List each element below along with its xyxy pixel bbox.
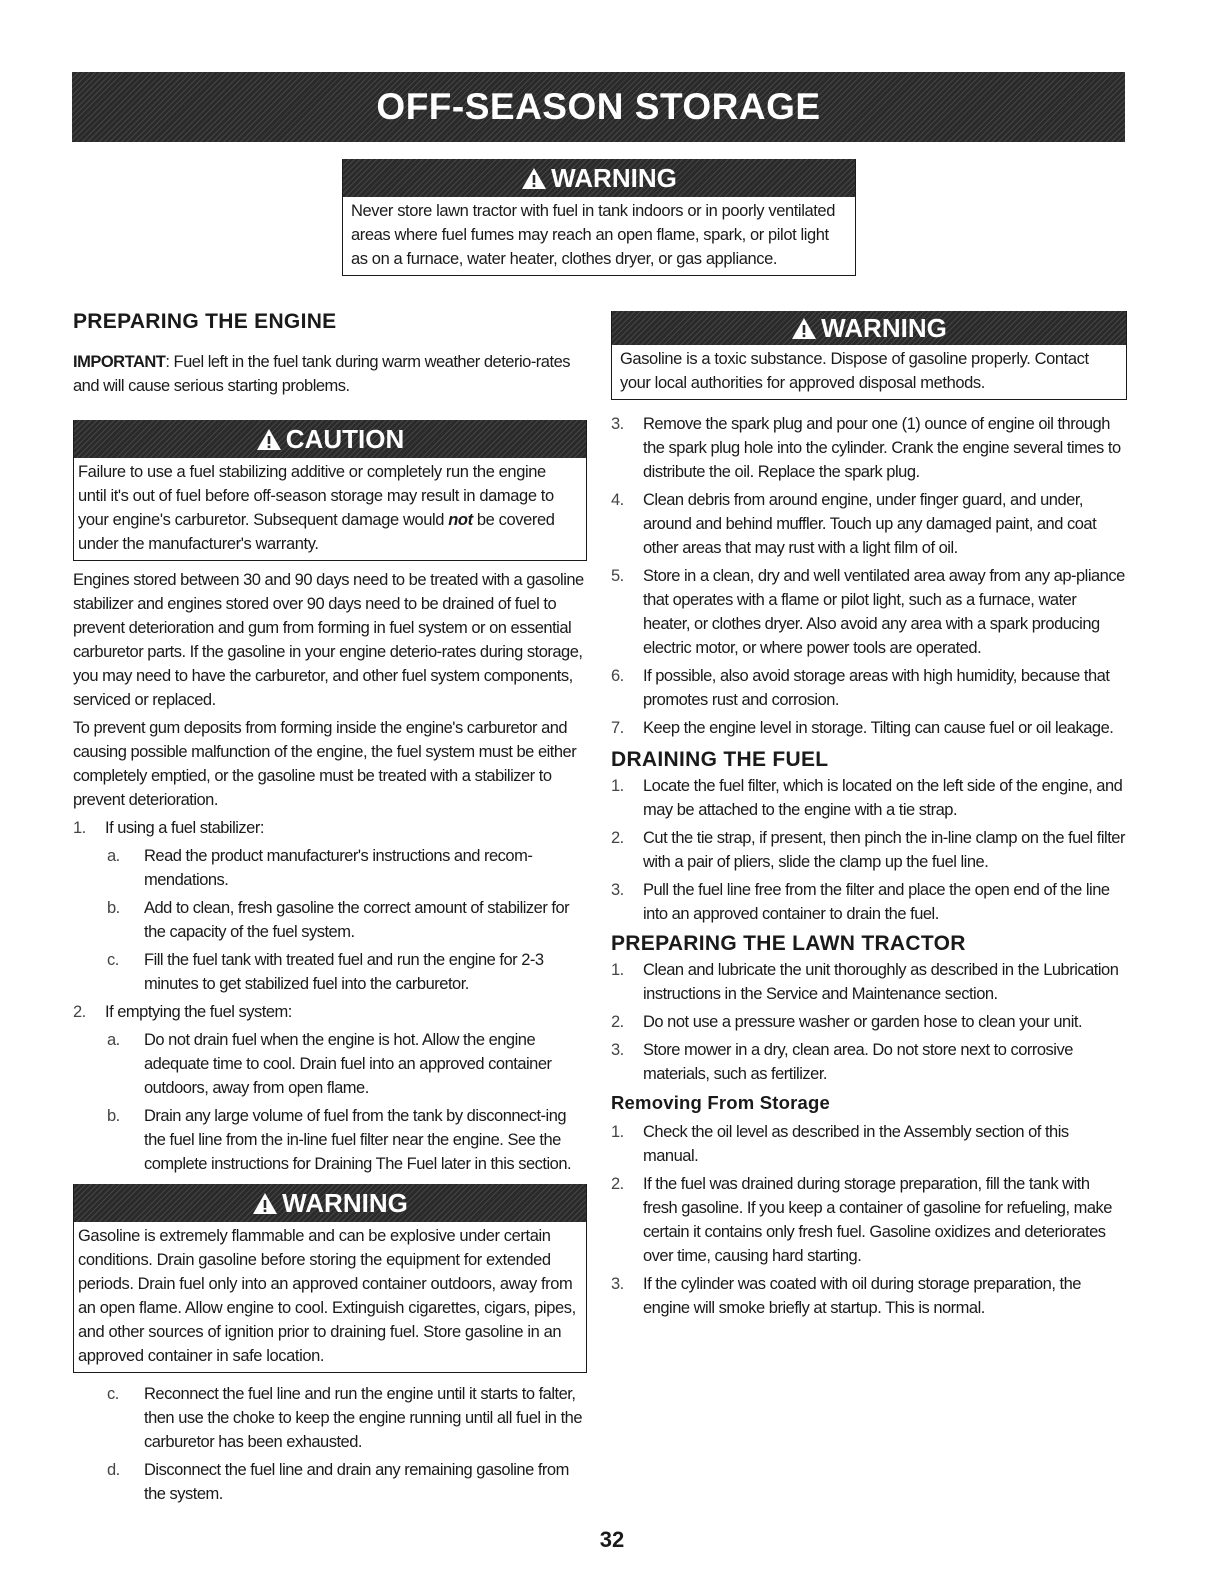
list-text: If the fuel was drained during storage preparation, fill the tank with fresh gasoline. If you keep a container of gasoline for refueling, make certain it contains only fresh fuel. Gasoline oxidizes and deteriorates over time, causing hard starting. — [643, 1175, 1112, 1265]
warning-text: Gasoline is a toxic substance. Dispose of gasoline properly. Contact your local authorities for approved disposal methods. — [620, 350, 1089, 392]
list-number: 2. — [611, 1175, 624, 1193]
list-letter: c. — [107, 1385, 119, 1403]
warning-text: Gasoline is extremely flammable and can be explosive under certain conditions. Drain gasoline before storing the equipment for extended periods. Drain fuel only into an approved container outdoors, away from an open flame. Allow engine to cool. Extinguish cigarettes, cigars, pipes, and other sources of ignition prior to draining fuel. Store gasoline in an approved container in safe location. — [78, 1227, 576, 1365]
list-item — [611, 774, 1127, 822]
warning-header — [74, 1184, 586, 1222]
list-text: Locate the fuel filter, which is located on the left side of the engine, and may be attached to the engine with a tie strap. — [643, 777, 1123, 819]
left-column-end — [73, 1382, 587, 1506]
storage-paragraph-2: To prevent gum deposits from forming inside the engine's carburetor and causing possible malfunction of the engine, the fuel system must be either completely emptied, or the gasoline must be treated with a stabilizer to prevent deterioration. — [73, 719, 577, 809]
list-number: 3. — [611, 1041, 624, 1059]
list-item — [611, 1120, 1127, 1168]
list-item — [611, 958, 1127, 1006]
warning-header — [343, 159, 855, 197]
list-text: Do not drain fuel when the engine is hot. Allow the engine adequate time to cool. Drain fuel into an approved container outdoors, away from open flame. — [144, 1031, 552, 1097]
list-item — [611, 716, 1127, 740]
sub-list-item — [73, 896, 587, 944]
list-text: Reconnect the fuel line and run the engine until it starts to falter, then use the choke to keep the engine running until all fuel in the carburetor has been exhausted. — [144, 1385, 583, 1451]
caution-text — [74, 458, 586, 560]
list-number: 6. — [611, 667, 624, 685]
list-letter: a. — [107, 1031, 120, 1049]
warning-title: WARNING — [551, 162, 677, 193]
list-number: 1. — [73, 819, 86, 837]
warning-icon — [791, 317, 817, 340]
list-number: 2. — [611, 829, 624, 847]
list-number: 1. — [611, 961, 624, 979]
section-heading-preparing-engine: PREPARING THE ENGINE — [73, 310, 337, 333]
caution-text-a: Failure to use a fuel stabilizing additive or completely run the engine until it's out of fuel before off-season storage may result in damage to your engine's carburetor. Subsequent damage would — [78, 463, 554, 529]
list-item — [611, 488, 1127, 560]
list-number: 2. — [611, 1013, 624, 1031]
list-text: Disconnect the fuel line and drain any remaining gasoline from the system. — [144, 1461, 569, 1503]
list-text: Add to clean, fresh gasoline the correct amount of stabilizer for the capacity of the fuel system. — [144, 899, 570, 941]
list-text: Fill the fuel tank with treated fuel and run the engine for 2-3 minutes to get stabilized fuel into the carburetor. — [144, 951, 544, 993]
list-number: 4. — [611, 491, 624, 509]
list-letter: a. — [107, 847, 120, 865]
caution-box — [73, 420, 587, 561]
list-item — [73, 816, 587, 840]
subheading-removing-from-storage: Removing From Storage — [611, 1092, 831, 1113]
list-text: Clean and lubricate the unit thoroughly as described in the Lubrication instructions in the Service and Maintenance section. — [643, 961, 1119, 1003]
list-letter: c. — [107, 951, 119, 969]
list-item — [611, 1272, 1127, 1320]
warning-title: WARNING — [821, 312, 947, 343]
list-number: 5. — [611, 567, 624, 585]
caution-title: CAUTION — [285, 423, 405, 454]
sub-list-item — [73, 1104, 587, 1176]
list-number: 3. — [611, 881, 624, 899]
important-label: IMPORTANT — [73, 353, 166, 371]
caution-header — [74, 420, 586, 458]
sub-list-item — [73, 948, 587, 996]
warning-icon — [252, 1192, 278, 1215]
section-heading-draining-fuel: DRAINING THE FUEL — [611, 748, 829, 771]
list-text: Do not use a pressure washer or garden hose to clean your unit. — [643, 1013, 1083, 1031]
sub-list-item — [73, 1458, 587, 1506]
sub-list-item — [73, 1028, 587, 1100]
list-letter: b. — [107, 1107, 120, 1125]
warning-header — [612, 311, 1126, 345]
list-text: Pull the fuel line free from the filter and place the open end of the line into an approved container to drain the fuel. — [643, 881, 1110, 923]
list-item — [611, 412, 1127, 484]
important-text: : Fuel left in the fuel tank during warm weather deterio-rates and will cause serious starting problems. — [73, 353, 570, 395]
list-text: Remove the spark plug and pour one (1) ounce of engine oil through the spark plug hole into the cylinder. Crank the engine several times to distribute the oil. Replace the spark plug. — [643, 415, 1121, 481]
right-column — [611, 412, 1127, 1320]
caution-icon — [256, 428, 282, 451]
list-item — [611, 878, 1127, 926]
list-text: Store in a clean, dry and well ventilated area away from any ap-pliance that operates with a flame or pilot light, such as a furnace, water heater, or clothes dryer. Also avoid any area with a spark producing electric motor, or where power tools are operated. — [643, 567, 1125, 657]
caution-emphasis: not — [448, 511, 473, 529]
list-text: Check the oil level as described in the Assembly section of this manual. — [643, 1123, 1069, 1165]
sub-list-item — [73, 844, 587, 892]
list-text: Store mower in a dry, clean area. Do not store next to corrosive materials, such as fertilizer. — [643, 1041, 1073, 1083]
list-text: If emptying the fuel system: — [105, 1003, 292, 1021]
list-letter: d. — [107, 1461, 120, 1479]
caution-text-b: be covered under the manufacturer's warranty. — [78, 511, 555, 553]
list-number: 3. — [611, 415, 624, 433]
list-number: 2. — [73, 1003, 86, 1021]
list-item — [611, 564, 1127, 660]
left-column — [73, 308, 587, 398]
list-number: 1. — [611, 1123, 624, 1141]
warning-box-top — [342, 159, 856, 276]
page-title-banner — [72, 72, 1125, 142]
list-text: Read the product manufacturer's instructions and recom-mendations. — [144, 847, 533, 889]
list-number: 1. — [611, 777, 624, 795]
list-letter: b. — [107, 899, 120, 917]
left-column-body — [73, 568, 587, 1176]
page-title: OFF-SEASON STORAGE — [376, 86, 821, 127]
list-number: 3. — [611, 1275, 624, 1293]
list-item — [611, 826, 1127, 874]
warning-text: Never store lawn tractor with fuel in tank indoors or in poorly ventilated areas where fuel fumes may reach an open flame, spark, or pilot light as on a furnace, water heater, clothes dryer, or gas appliance. — [351, 202, 835, 268]
list-item — [611, 1172, 1127, 1268]
list-number: 7. — [611, 719, 624, 737]
warning-box-toxic — [611, 311, 1127, 400]
page-number: 32 — [599, 1527, 625, 1552]
list-text: If using a fuel stabilizer: — [105, 819, 264, 837]
list-item — [611, 1038, 1127, 1086]
warning-box-fuel — [73, 1184, 587, 1373]
list-item — [73, 1000, 587, 1024]
list-text: If possible, also avoid storage areas with high humidity, because that promotes rust and corrosion. — [643, 667, 1110, 709]
list-item — [611, 664, 1127, 712]
list-text: Clean debris from around engine, under finger guard, and under, around and behind muffler. Touch up any damaged paint, and coat other areas that may rust with a light film of oil. — [643, 491, 1097, 557]
warning-icon — [521, 167, 547, 190]
warning-title: WARNING — [282, 1187, 408, 1218]
sub-list-item — [73, 1382, 587, 1454]
list-text: Drain any large volume of fuel from the tank by disconnect-ing the fuel line from the in-line fuel filter near the engine. See the complete instructions for Draining The Fuel later in this section. — [144, 1107, 572, 1173]
important-note — [73, 350, 587, 398]
list-text: Keep the engine level in storage. Tilting can cause fuel or oil leakage. — [643, 719, 1114, 737]
storage-paragraph-1: Engines stored between 30 and 90 days need to be treated with a gasoline stabilizer and engines stored over 90 days need to be drained of fuel to prevent deterioration and gum from forming in fuel system or on essential carburetor parts. If the gasoline in your engine deterio-rates during storage, you may need to have the carburetor, and other fuel system components, serviced or replaced. — [73, 571, 584, 709]
section-heading-preparing-tractor: PREPARING THE LAWN TRACTOR — [611, 932, 966, 955]
list-text: If the cylinder was coated with oil during storage preparation, the engine will smoke briefly at startup. This is normal. — [643, 1275, 1081, 1317]
list-text: Cut the tie strap, if present, then pinch the in-line clamp on the fuel filter with a pair of pliers, slide the clamp up the fuel line. — [643, 829, 1125, 871]
list-item — [611, 1010, 1127, 1034]
